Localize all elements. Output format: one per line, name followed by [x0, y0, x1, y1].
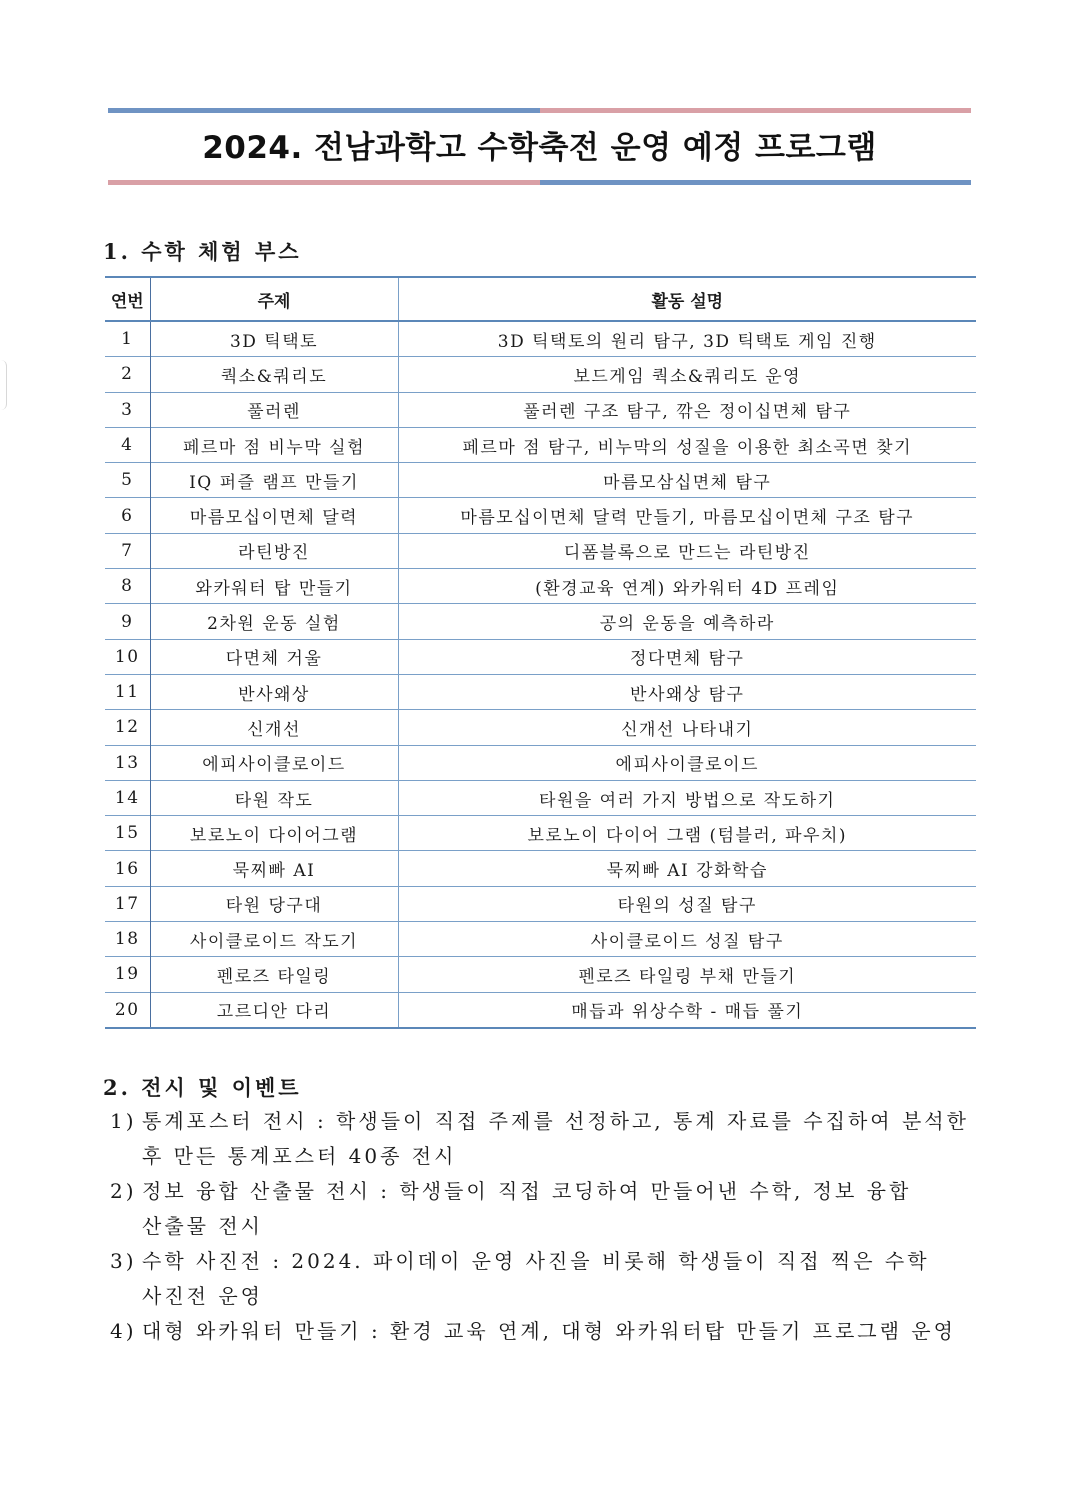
booth-table-body — [105, 321, 976, 1028]
row-number: 12 — [105, 710, 150, 745]
table-row — [105, 392, 976, 427]
table-row — [105, 745, 976, 780]
row-topic: 라틴방진 — [150, 533, 398, 568]
event-number: 4) — [110, 1319, 137, 1343]
table-row — [105, 710, 976, 745]
event-item — [110, 1104, 990, 1174]
row-number: 13 — [105, 745, 150, 780]
table-row — [105, 992, 976, 1028]
row-description: 반사왜상 탐구 — [398, 674, 976, 709]
row-number: 18 — [105, 922, 150, 957]
row-topic: 풀러렌 — [150, 392, 398, 427]
event-item — [110, 1314, 990, 1349]
row-topic: 반사왜상 — [150, 674, 398, 709]
row-description: 타원을 여러 가지 방법으로 작도하기 — [398, 780, 976, 815]
title-top-rule — [108, 108, 971, 113]
table-row — [105, 639, 976, 674]
row-description: 묵찌빠 AI 강화학습 — [398, 851, 976, 886]
event-text-line: 수학 사진전 : 2024. 파이데이 운영 사진을 비롯해 학생들이 직접 찍은 수학 — [142, 1249, 930, 1273]
event-item — [110, 1174, 990, 1244]
row-description: 보로노이 다이어 그램 (텀블러, 파우치) — [398, 816, 976, 851]
col-header-no: 연번 — [105, 277, 150, 321]
event-text — [142, 1244, 990, 1314]
row-description: 디폼블록으로 만드는 라틴방진 — [398, 533, 976, 568]
table-row — [105, 498, 976, 533]
row-description: 에피사이클로이드 — [398, 745, 976, 780]
event-text — [142, 1314, 990, 1349]
row-number: 1 — [105, 321, 150, 357]
row-topic: 타원 당구대 — [150, 886, 398, 921]
row-number: 2 — [105, 357, 150, 392]
table-row — [105, 427, 976, 462]
rule-pink-segment — [108, 180, 540, 185]
section1-heading: 1. 수학 체험 부스 — [103, 239, 302, 264]
event-number: 3) — [110, 1249, 137, 1273]
table-row — [105, 816, 976, 851]
row-topic: 에피사이클로이드 — [150, 745, 398, 780]
row-number: 9 — [105, 604, 150, 639]
event-text-line: 산출물 전시 — [142, 1214, 263, 1238]
table-row — [105, 463, 976, 498]
row-number: 15 — [105, 816, 150, 851]
event-text-line: 정보 융합 산출물 전시 : 학생들이 직접 코딩하여 만들어낸 수학, 정보 융합 — [142, 1179, 912, 1203]
events-list — [110, 1104, 990, 1349]
row-number: 16 — [105, 851, 150, 886]
row-description: 페르마 점 탐구, 비누막의 성질을 이용한 최소곡면 찾기 — [398, 427, 976, 462]
event-text — [142, 1104, 990, 1174]
booth-table — [105, 276, 976, 1029]
event-number: 2) — [110, 1179, 137, 1203]
row-topic: 다면체 거울 — [150, 639, 398, 674]
event-number: 1) — [110, 1109, 137, 1133]
row-number: 10 — [105, 639, 150, 674]
row-number: 17 — [105, 886, 150, 921]
row-topic: 고르디안 다리 — [150, 992, 398, 1028]
row-number: 6 — [105, 498, 150, 533]
table-row — [105, 851, 976, 886]
row-description: 보드게임 쿽소&쿼리도 운영 — [398, 357, 976, 392]
table-row — [105, 922, 976, 957]
row-number: 14 — [105, 780, 150, 815]
table-row — [105, 533, 976, 568]
table-row — [105, 957, 976, 992]
title-bottom-rule — [108, 180, 971, 185]
row-topic: 사이클로이드 작도기 — [150, 922, 398, 957]
row-number: 19 — [105, 957, 150, 992]
row-description: 신개선 나타내기 — [398, 710, 976, 745]
rule-blue-segment — [540, 180, 972, 185]
col-header-topic: 주제 — [150, 277, 398, 321]
row-topic: 마름모십이면체 달력 — [150, 498, 398, 533]
table-header-row — [105, 277, 976, 321]
row-number: 20 — [105, 992, 150, 1028]
event-text-line: 통계포스터 전시 : 학생들이 직접 주제를 선정하고, 통계 자료를 수집하여 분석한 — [142, 1109, 969, 1133]
row-topic: 페르마 점 비누막 실험 — [150, 427, 398, 462]
table-row — [105, 357, 976, 392]
table-row — [105, 321, 976, 357]
row-number: 3 — [105, 392, 150, 427]
page-title: 2024. 전남과학고 수학축전 운영 예정 프로그램 — [202, 130, 877, 166]
title-block — [108, 108, 971, 188]
table-row — [105, 886, 976, 921]
row-description: 사이클로이드 성질 탐구 — [398, 922, 976, 957]
table-row — [105, 569, 976, 604]
event-item — [110, 1244, 990, 1314]
row-description: (환경교육 연계) 와카워터 4D 프레임 — [398, 569, 976, 604]
row-description: 3D 틱택토의 원리 탐구, 3D 틱택토 게임 진행 — [497, 331, 877, 352]
event-text-line: 후 만든 통계포스터 40종 전시 — [142, 1144, 457, 1168]
row-description: 매듭과 위상수학 - 매듭 풀기 — [398, 992, 976, 1028]
row-topic: 묵찌빠 AI — [150, 851, 398, 886]
event-text — [142, 1174, 990, 1244]
row-topic: IQ 퍼즐 램프 만들기 — [150, 463, 398, 498]
table-row — [105, 604, 976, 639]
event-text-line: 사진전 운영 — [142, 1284, 263, 1308]
row-number: 8 — [105, 569, 150, 604]
row-number: 5 — [105, 463, 150, 498]
row-topic: 타원 작도 — [150, 780, 398, 815]
table-row — [105, 780, 976, 815]
row-description: 마름모삼십면체 탐구 — [398, 463, 976, 498]
col-header-desc: 활동 설명 — [398, 277, 976, 321]
row-topic: 펜로즈 타일링 — [150, 957, 398, 992]
rule-blue-segment — [108, 108, 540, 113]
row-topic: 3D 틱택토 — [150, 321, 398, 357]
row-topic: 와카워터 탑 만들기 — [150, 569, 398, 604]
event-text-line: 대형 와카워터 만들기 : 환경 교육 연계, 대형 와카워터탑 만들기 프로그램 운영 — [142, 1319, 956, 1343]
row-number: 7 — [105, 533, 150, 568]
row-description: 공의 운동을 예측하라 — [398, 604, 976, 639]
rule-pink-segment — [540, 108, 972, 113]
row-description: 정다면체 탐구 — [398, 639, 976, 674]
row-number: 4 — [105, 427, 150, 462]
row-description: 펜로즈 타일링 부채 만들기 — [398, 957, 976, 992]
table-row — [105, 674, 976, 709]
row-topic: 쿽소&쿼리도 — [150, 357, 398, 392]
row-number: 11 — [105, 674, 150, 709]
page-edge-tab — [0, 360, 7, 410]
row-description: 타원의 성질 탐구 — [398, 886, 976, 921]
row-topic: 2차원 운동 실험 — [150, 604, 398, 639]
row-topic: 보로노이 다이어그램 — [150, 816, 398, 851]
row-description: 풀러렌 구조 탐구, 깎은 정이십면체 탐구 — [398, 392, 976, 427]
row-topic: 신개선 — [150, 710, 398, 745]
section2-heading: 2. 전시 및 이벤트 — [103, 1075, 302, 1100]
row-description: 마름모십이면체 달력 만들기, 마름모십이면체 구조 탐구 — [398, 498, 976, 533]
